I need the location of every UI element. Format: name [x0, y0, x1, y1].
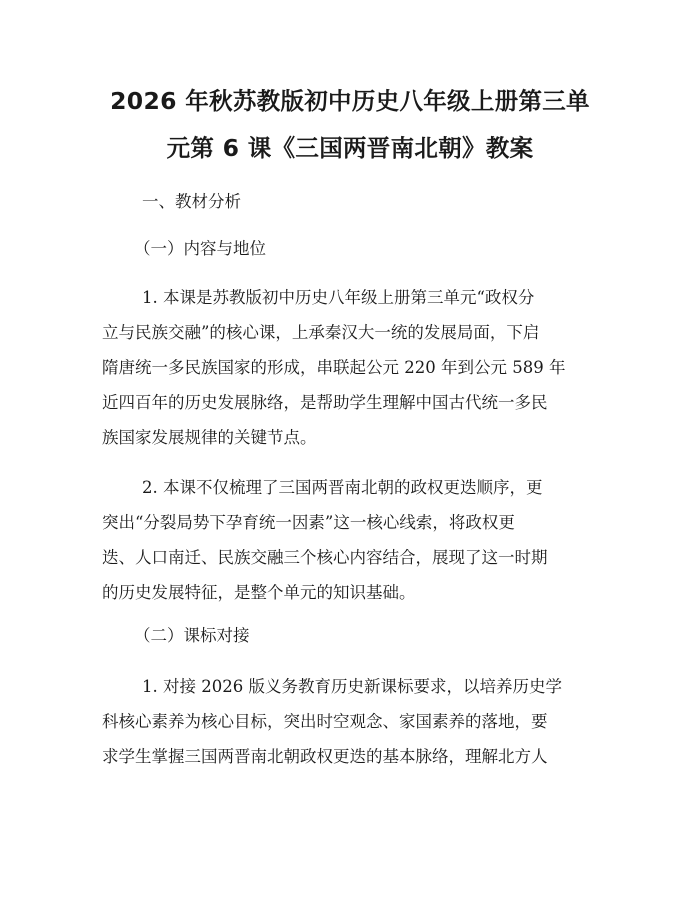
paragraph-1-line-5: 族国家发展规律的关键节点。 [102, 428, 317, 447]
paragraph-3-line-3: 求学生掌握三国两晋南北朝政权更迭的基本脉络，理解北方人 [102, 747, 548, 766]
paragraph-1-line-2: 立与民族交融”的核心课，上承秦汉大一统的发展局面，下启 [102, 323, 540, 342]
subsection-heading-curriculum-standards: （二）课标对接 [134, 626, 250, 645]
paragraph-3-line-2: 科核心素养为核心目标，突出时空观念、家国素养的落地，要 [102, 712, 548, 731]
section-heading-textbook-analysis: 一、教材分析 [142, 192, 241, 211]
paragraph-3-line-1: 1. 对接 2026 版义务教育历史新课标要求，以培养历史学 [142, 677, 562, 696]
paragraph-1-line-3: 隋唐统一多民族国家的形成，串联起公元 220 年到公元 589 年 [102, 358, 566, 377]
document-title-line-2: 元第 6 课《三国两晋南北朝》教案 [166, 134, 534, 162]
paragraph-2-line-2: 突出“分裂局势下孕育统一因素”这一核心线索，将政权更 [102, 513, 515, 532]
paragraph-1-line-1: 1. 本课是苏教版初中历史八年级上册第三单元“政权分 [142, 288, 535, 307]
subsection-heading-content-position: （一）内容与地位 [134, 239, 266, 258]
paragraph-2-line-4: 的历史发展特征，是整个单元的知识基础。 [102, 583, 416, 602]
document-title-line-1: 2026 年秋苏教版初中历史八年级上册第三单 [110, 87, 590, 115]
paragraph-1-line-4: 近四百年的历史发展脉络，是帮助学生理解中国古代统一多民 [102, 393, 548, 412]
paragraph-2-line-1: 2. 本课不仅梳理了三国两晋南北朝的政权更迭顺序，更 [142, 478, 543, 497]
paragraph-2-line-3: 迭、人口南迁、民族交融三个核心内容结合，展现了这一时期 [102, 548, 548, 567]
